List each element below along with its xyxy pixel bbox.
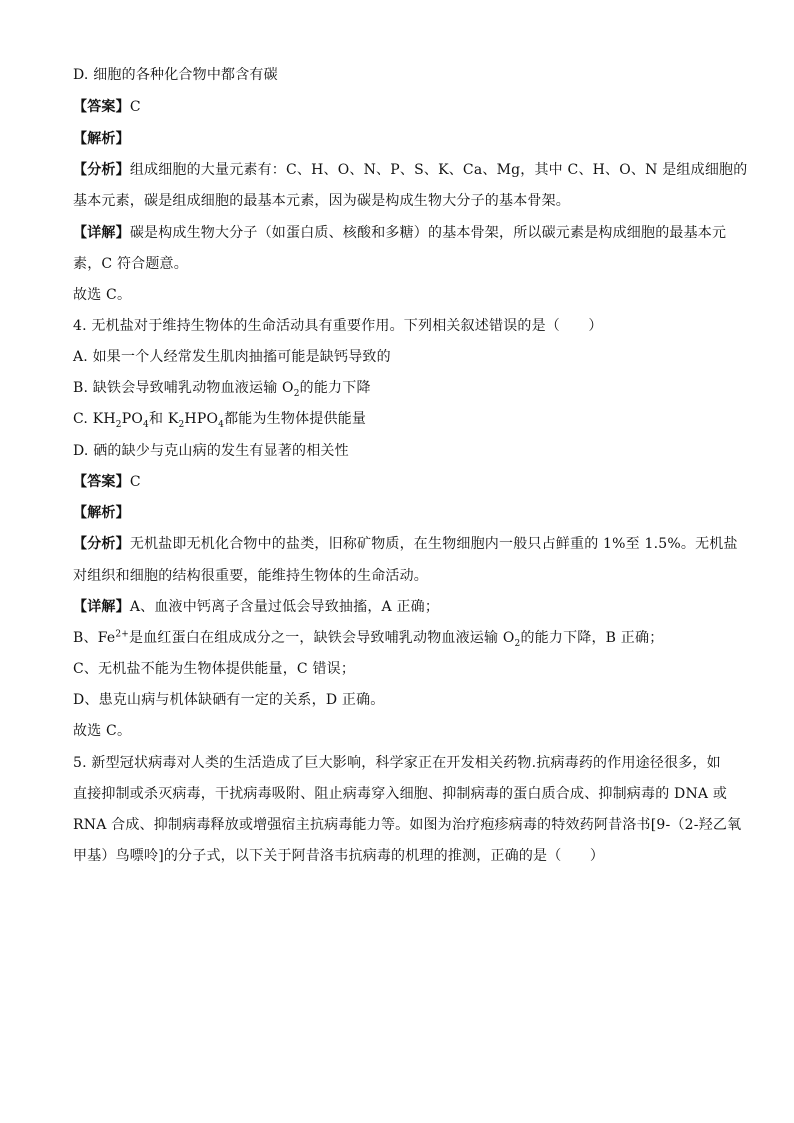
answer-value: C bbox=[129, 474, 141, 490]
detail-b-text-mid: 是血红蛋白在组成成分之一，缺铁会导致哺乳动物血液运输 O bbox=[129, 630, 515, 646]
detail-b-text: B、Fe bbox=[73, 630, 116, 646]
q3-analysis-heading bbox=[73, 130, 130, 148]
option-d-text: D. 硒的缺少与克山病的发生有显著的相关性 bbox=[73, 443, 349, 459]
fenxi-text-cont: 基本元素，碳是组成细胞的最基本元素，因为碳是构成生物大分子的基本骨架。 bbox=[73, 193, 570, 209]
q4-option-c bbox=[73, 410, 366, 428]
answer-tag: 【答案】 bbox=[73, 99, 130, 115]
q4-option-b bbox=[73, 379, 371, 397]
q3-answer bbox=[73, 98, 141, 116]
q4-option-d bbox=[73, 442, 349, 460]
option-c-part: 和 K bbox=[148, 411, 179, 427]
fenxi-tag: 【分析】 bbox=[73, 162, 130, 178]
option-c-part: 都能为生物体提供能量 bbox=[224, 411, 367, 427]
answer-value: C bbox=[129, 99, 141, 115]
subscript: 2 bbox=[514, 638, 521, 649]
q4-detail-c bbox=[73, 660, 355, 678]
q5-line2 bbox=[73, 785, 727, 803]
detail-text: 碳是构成生物大分子（如蛋白质、核酸和多糖）的基本骨架，所以碳元素是构成细胞的最基本元 bbox=[129, 225, 727, 241]
q3-fenxi-line2 bbox=[73, 192, 570, 210]
subscript: 2 bbox=[293, 388, 300, 399]
detail-tag: 【详解】 bbox=[73, 225, 130, 241]
subscript: 2 bbox=[178, 419, 185, 430]
fenxi-text-cont: 对组织和细胞的结构很重要，能维持生物体的生命活动。 bbox=[73, 568, 428, 584]
q4-fenxi-line1 bbox=[73, 535, 738, 553]
detail-text-cont: 素，C 符合题意。 bbox=[73, 256, 188, 272]
conclusion-text: 故选 C。 bbox=[73, 287, 132, 303]
subscript: 4 bbox=[218, 419, 225, 430]
option-c-part: PO bbox=[121, 411, 144, 427]
option-c-part: HPO bbox=[184, 411, 219, 427]
q5-line1 bbox=[73, 754, 721, 772]
q5-text: 5. 新型冠状病毒对人类的生活造成了巨大影响，科学家正在开发相关药物.抗病毒药的作用途径很多，如 bbox=[73, 755, 721, 771]
detail-c-text: C、无机盐不能为生物体提供能量，C 错误； bbox=[73, 661, 356, 677]
q4-answer bbox=[73, 473, 141, 491]
q3-detail-line2 bbox=[73, 255, 188, 273]
superscript: 2+ bbox=[115, 629, 129, 640]
option-b-text: B. 缺铁会导致哺乳动物血液运输 O bbox=[73, 380, 294, 396]
q4-conclusion bbox=[73, 722, 131, 740]
question-stem: 4. 无机盐对于维持生物体的生命活动具有重要作用。下列相关叙述错误的是（ ） bbox=[73, 318, 603, 334]
fenxi-text: 组成细胞的大量元素有：C、H、O、N、P、S、K、Ca、Mg，其中 C、H、O、N 是组成细胞的 bbox=[129, 162, 748, 178]
q3-option-d-text: D. 细胞的各种化合物中都含有碳 bbox=[73, 67, 278, 83]
q3-fenxi-line1 bbox=[73, 161, 747, 179]
q5-line4 bbox=[73, 847, 604, 865]
q4-fenxi-line2 bbox=[73, 567, 428, 585]
q3-detail-line1 bbox=[73, 224, 726, 242]
subscript: 4 bbox=[143, 419, 149, 430]
q4-option-a bbox=[73, 348, 391, 366]
analysis-tag: 【解析】 bbox=[73, 131, 130, 147]
option-a-text: A. 如果一个人经常发生肌肉抽搐可能是缺钙导致的 bbox=[73, 349, 391, 365]
subscript: 2 bbox=[115, 419, 122, 430]
q4-analysis-heading bbox=[73, 504, 130, 522]
q4-stem bbox=[73, 317, 603, 335]
conclusion-text: 故选 C。 bbox=[73, 723, 132, 739]
analysis-tag: 【解析】 bbox=[73, 505, 130, 521]
q3-conclusion bbox=[73, 286, 131, 304]
detail-tag: 【详解】 bbox=[73, 599, 130, 615]
fenxi-tag: 【分析】 bbox=[73, 536, 130, 552]
q4-detail-b bbox=[73, 629, 663, 647]
q4-detail-d bbox=[73, 691, 385, 709]
option-b-text-end: 的能力下降 bbox=[299, 380, 371, 396]
fenxi-text: 无机盐即无机化合物中的盐类，旧称矿物质，在生物细胞内一般只占鲜重的 1%至 1.5%。无机盐 bbox=[129, 536, 738, 552]
q5-text: RNA 合成、抑制病毒释放或增强宿主抗病毒能力等。如图为治疗疱疹病毒的特效药阿昔洛书[9-（2-羟乙氧 bbox=[73, 817, 742, 833]
detail-d-text: D、患克山病与机体缺硒有一定的关系，D 正确。 bbox=[73, 692, 385, 708]
q5-line3 bbox=[73, 816, 741, 834]
q3-option-d bbox=[73, 66, 278, 84]
q5-text: 甲基）鸟嘌呤]的分子式，以下关于阿昔洛韦抗病毒的机理的推测，正确的是（ ） bbox=[73, 848, 605, 864]
detail-b-text-end: 的能力下降，B 正确； bbox=[520, 630, 664, 646]
q5-text: 直接抑制或杀灭病毒，干扰病毒吸附、阻止病毒穿入细胞、抑制病毒的蛋白质合成、抑制病毒的 DNA 或 bbox=[73, 786, 728, 802]
option-c-part: C. KH bbox=[73, 411, 116, 427]
q4-detail-a bbox=[73, 598, 439, 616]
detail-text: A、血液中钙离子含量过低会导致抽搐，A 正确； bbox=[129, 599, 440, 615]
answer-tag: 【答案】 bbox=[73, 474, 130, 490]
